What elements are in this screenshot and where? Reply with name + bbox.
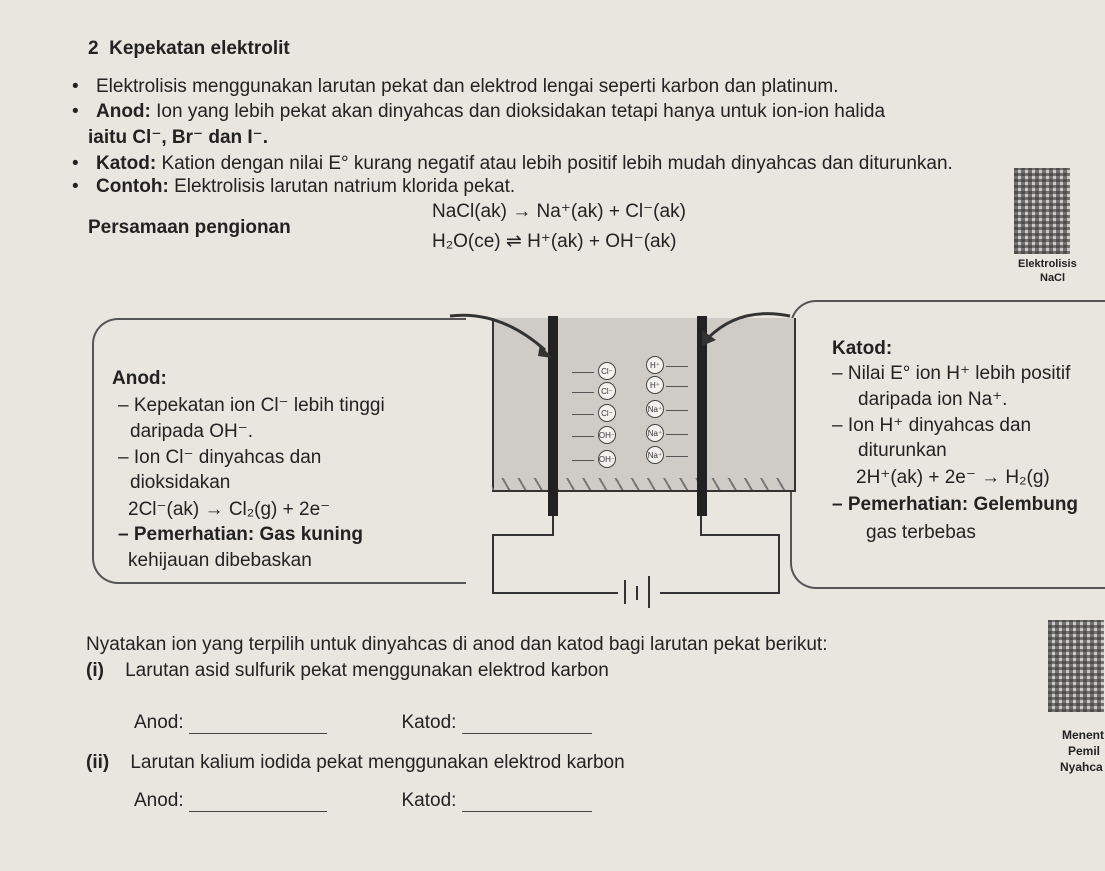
- ion-chloride: Cl⁻: [598, 382, 616, 400]
- beaker-base-hatch: [492, 478, 792, 490]
- answer-2-cathode-field[interactable]: [462, 795, 592, 812]
- arrow-right-icon: [666, 434, 688, 435]
- wire: [700, 534, 780, 536]
- wire: [492, 534, 494, 594]
- bullet-3: • Katod: Kation dengan nilai E° kurang negatif atau lebih positif lebih mudah dinyahcas dan diturunkan.: [96, 153, 953, 175]
- anode-title: Anod:: [112, 368, 167, 389]
- cathode-equation: 2H⁺(ak) + 2e⁻ → H₂(g): [856, 467, 1050, 488]
- margin-note-2: NaCl: [1040, 272, 1066, 284]
- arrow-right-icon: [666, 366, 688, 367]
- battery-icon: [636, 586, 638, 600]
- cathode-line-4: diturunkan: [858, 440, 947, 461]
- wire: [778, 534, 780, 594]
- question-1: (i) Larutan asid sulfurik pekat menggunakan elektrod karbon: [86, 660, 609, 681]
- ion-sodium: Na⁺: [646, 400, 664, 418]
- ion-chloride: Cl⁻: [598, 404, 616, 422]
- question-2: (ii) Larutan kalium iodida pekat menggunakan elektrod karbon: [86, 752, 625, 773]
- bullet-4: • Contoh: Elektrolisis larutan natrium klorida pekat.: [96, 176, 515, 198]
- cathode-line-2: daripada ion Na⁺.: [858, 389, 1008, 410]
- side-note-3: Nyahca: [1060, 760, 1103, 774]
- ion-hydrogen: H⁺: [646, 356, 664, 374]
- cathode-line-1: – Nilai E° ion H⁺ lebih positif: [832, 363, 1071, 384]
- bullet-1: • Elektrolisis menggunakan larutan pekat dan elektrod lengai seperti karbon dan platinum.: [96, 76, 839, 98]
- cathode-observation-cont: gas terbebas: [866, 522, 976, 543]
- anode-observation-cont: kehijauan dibebaskan: [128, 550, 312, 571]
- section-title: Kepekatan elektrolit: [109, 38, 290, 59]
- wire: [492, 592, 618, 594]
- wire-anode: [552, 516, 554, 536]
- arrow-left-icon: [572, 460, 594, 461]
- arrow-right-icon: [666, 410, 688, 411]
- wire: [660, 592, 780, 594]
- anode-line-4: dioksidakan: [130, 472, 231, 493]
- bullet-2: • Anod: Ion yang lebih pekat akan dinyahcas dan dioksidakan tetapi hanya untuk ion-ion halida: [96, 101, 885, 123]
- wire-cathode: [700, 516, 702, 536]
- qr-code-icon: [1048, 620, 1104, 712]
- question-1-answers: Anod: Katod:: [134, 712, 592, 734]
- cathode-line-3: – Ion H⁺ dinyahcas dan: [832, 415, 1032, 436]
- anode-line-2: daripada OH⁻.: [130, 421, 254, 442]
- ionisation-eq-1: NaCl(ak) → Na⁺(ak) + Cl⁻(ak): [432, 201, 686, 222]
- question-2-answers: Anod: Katod:: [134, 790, 592, 812]
- anode-observation: – Pemerhatian: Gas kuning: [118, 524, 363, 545]
- margin-note-1: Elektrolisis: [1018, 258, 1077, 270]
- answer-1-anode-field[interactable]: [189, 717, 327, 734]
- bullet-2-cont: iaitu Cl⁻, Br⁻ dan I⁻.: [88, 127, 268, 148]
- arrow-left-icon: [572, 414, 594, 415]
- anode-line-1: – Kepekatan ion Cl⁻ lebih tinggi: [118, 395, 385, 416]
- section-heading: [88, 38, 290, 60]
- ion-chloride: Cl⁻: [598, 362, 616, 380]
- ion-sodium: Na⁺: [646, 446, 664, 464]
- side-note-2: Pemil: [1068, 744, 1101, 758]
- section-number: 2: [88, 38, 99, 59]
- anode-equation: 2Cl⁻(ak) → Cl₂(g) + 2e⁻: [128, 499, 331, 520]
- ionisation-label: Persamaan pengionan: [88, 217, 291, 238]
- ion-sodium: Na⁺: [646, 424, 664, 442]
- answer-1-cathode-field[interactable]: [462, 717, 592, 734]
- cathode-observation: – Pemerhatian: Gelembung: [832, 494, 1079, 515]
- wire: [492, 534, 554, 536]
- pointer-arrows: [440, 300, 820, 380]
- ion-hydroxide: OH⁻: [598, 450, 616, 468]
- battery-icon: [648, 576, 650, 608]
- ion-hydroxide: OH⁻: [598, 426, 616, 444]
- cathode-title: Katod:: [832, 338, 893, 359]
- arrow-right-icon: [666, 386, 688, 387]
- arrow-right-icon: [666, 456, 688, 457]
- answer-2-anode-field[interactable]: [189, 795, 327, 812]
- anode-line-3: – Ion Cl⁻ dinyahcas dan: [118, 447, 322, 468]
- arrow-left-icon: [572, 392, 594, 393]
- question-prompt: Nyatakan ion yang terpilih untuk dinyahcas di anod dan katod bagi larutan pekat berikut:: [86, 634, 828, 655]
- side-note-1: Menent: [1062, 728, 1104, 742]
- ionisation-eq-2: H₂O(ce) ⇌ H⁺(ak) + OH⁻(ak): [432, 231, 677, 252]
- arrow-left-icon: [572, 372, 594, 373]
- arrow-left-icon: [572, 436, 594, 437]
- ion-hydrogen: H⁺: [646, 376, 664, 394]
- battery-icon: [624, 580, 626, 604]
- qr-code-icon: [1014, 168, 1070, 254]
